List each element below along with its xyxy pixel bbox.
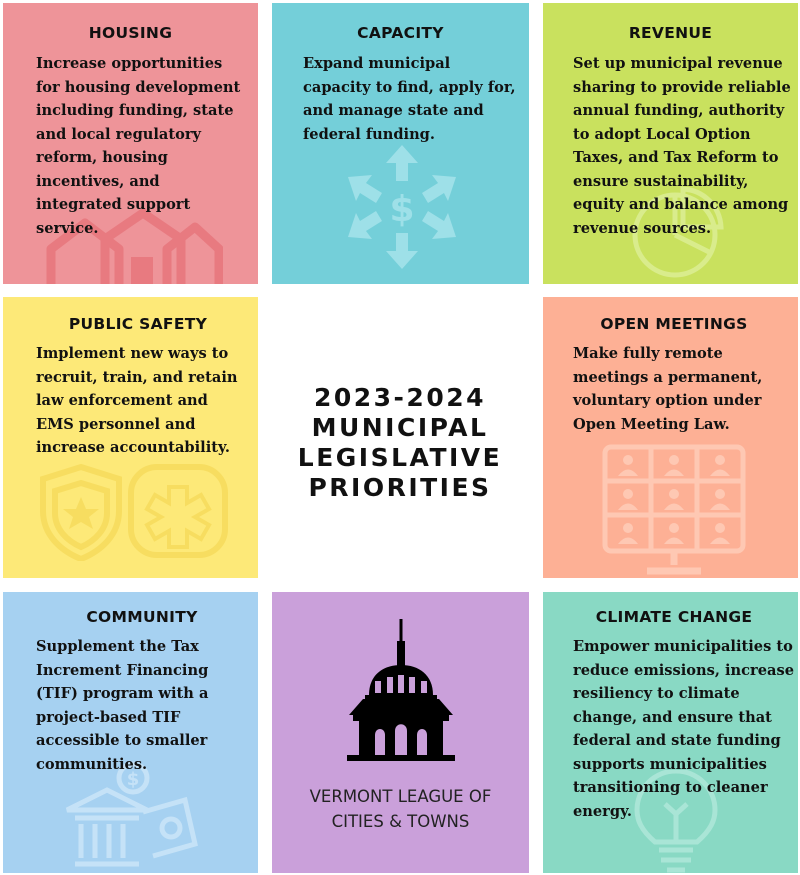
tile-body: Supplement the Tax Increment Financing (TIF) program with a project-based TIF accessible to smaller communities. (36, 638, 209, 773)
title-line: LEGISLATIVE (297, 443, 503, 472)
tile-community (3, 592, 258, 873)
svg-text:$: $ (126, 769, 140, 790)
tile-heading: OPEN MEETINGS (600, 315, 748, 333)
tile-public-safety (3, 297, 258, 578)
tile-body: Implement new ways to recruit, train, and retain law enforcement and EMS personnel and increase accountability. (36, 345, 238, 456)
organization-line: VERMONT LEAGUE OF (309, 787, 492, 806)
tile-revenue (543, 3, 798, 284)
tile-body: Empower municipalities to reduce emissions, increase resiliency to climate change, and ensure that federal and state funding supports municipalities transitioning to cleaner energy. (573, 638, 794, 820)
title-line: PRIORITIES (308, 473, 492, 502)
title-line: 2023-2024 (313, 383, 487, 412)
shield-medical-icon (33, 461, 233, 561)
organization-name (272, 784, 529, 834)
tile-climate-change (543, 592, 798, 873)
town-hall-logo (345, 619, 457, 763)
organization-line: CITIES & TOWNS (331, 812, 470, 831)
tile-body: Make fully remote meetings a permanent, voluntary option under Open Meeting Law. (573, 345, 763, 433)
tile-heading: HOUSING (88, 24, 173, 42)
tile-heading: REVENUE (628, 24, 713, 42)
dollar-arrows-icon (342, 141, 462, 273)
page-title (262, 383, 538, 503)
svg-text:$: $ (389, 189, 415, 230)
tile-capacity (272, 3, 529, 284)
tile-heading: PUBLIC SAFETY (68, 315, 208, 333)
tile-heading: CLIMATE CHANGE (595, 608, 753, 626)
title-line: MUNICIPAL (311, 413, 489, 442)
tile-housing (3, 3, 258, 284)
video-grid-icon (601, 443, 747, 578)
tile-body: Expand municipal capacity to find, apply for, and manage state and federal funding. (303, 55, 516, 143)
tile-open-meetings (543, 297, 798, 578)
tile-heading: CAPACITY (357, 24, 444, 42)
bank-money-icon (59, 760, 199, 872)
tile-body: Set up municipal revenue sharing to provide reliable annual funding, authority to adopt Local Option Taxes, and Tax Reform to ensure sustainability, equity and balance among revenue sources. (573, 55, 791, 237)
tile-heading: COMMUNITY (86, 608, 198, 626)
tile-body: Increase opportunities for housing development including funding, state and local regulatory reform, housing incentives, and integrated support service. (36, 55, 241, 237)
